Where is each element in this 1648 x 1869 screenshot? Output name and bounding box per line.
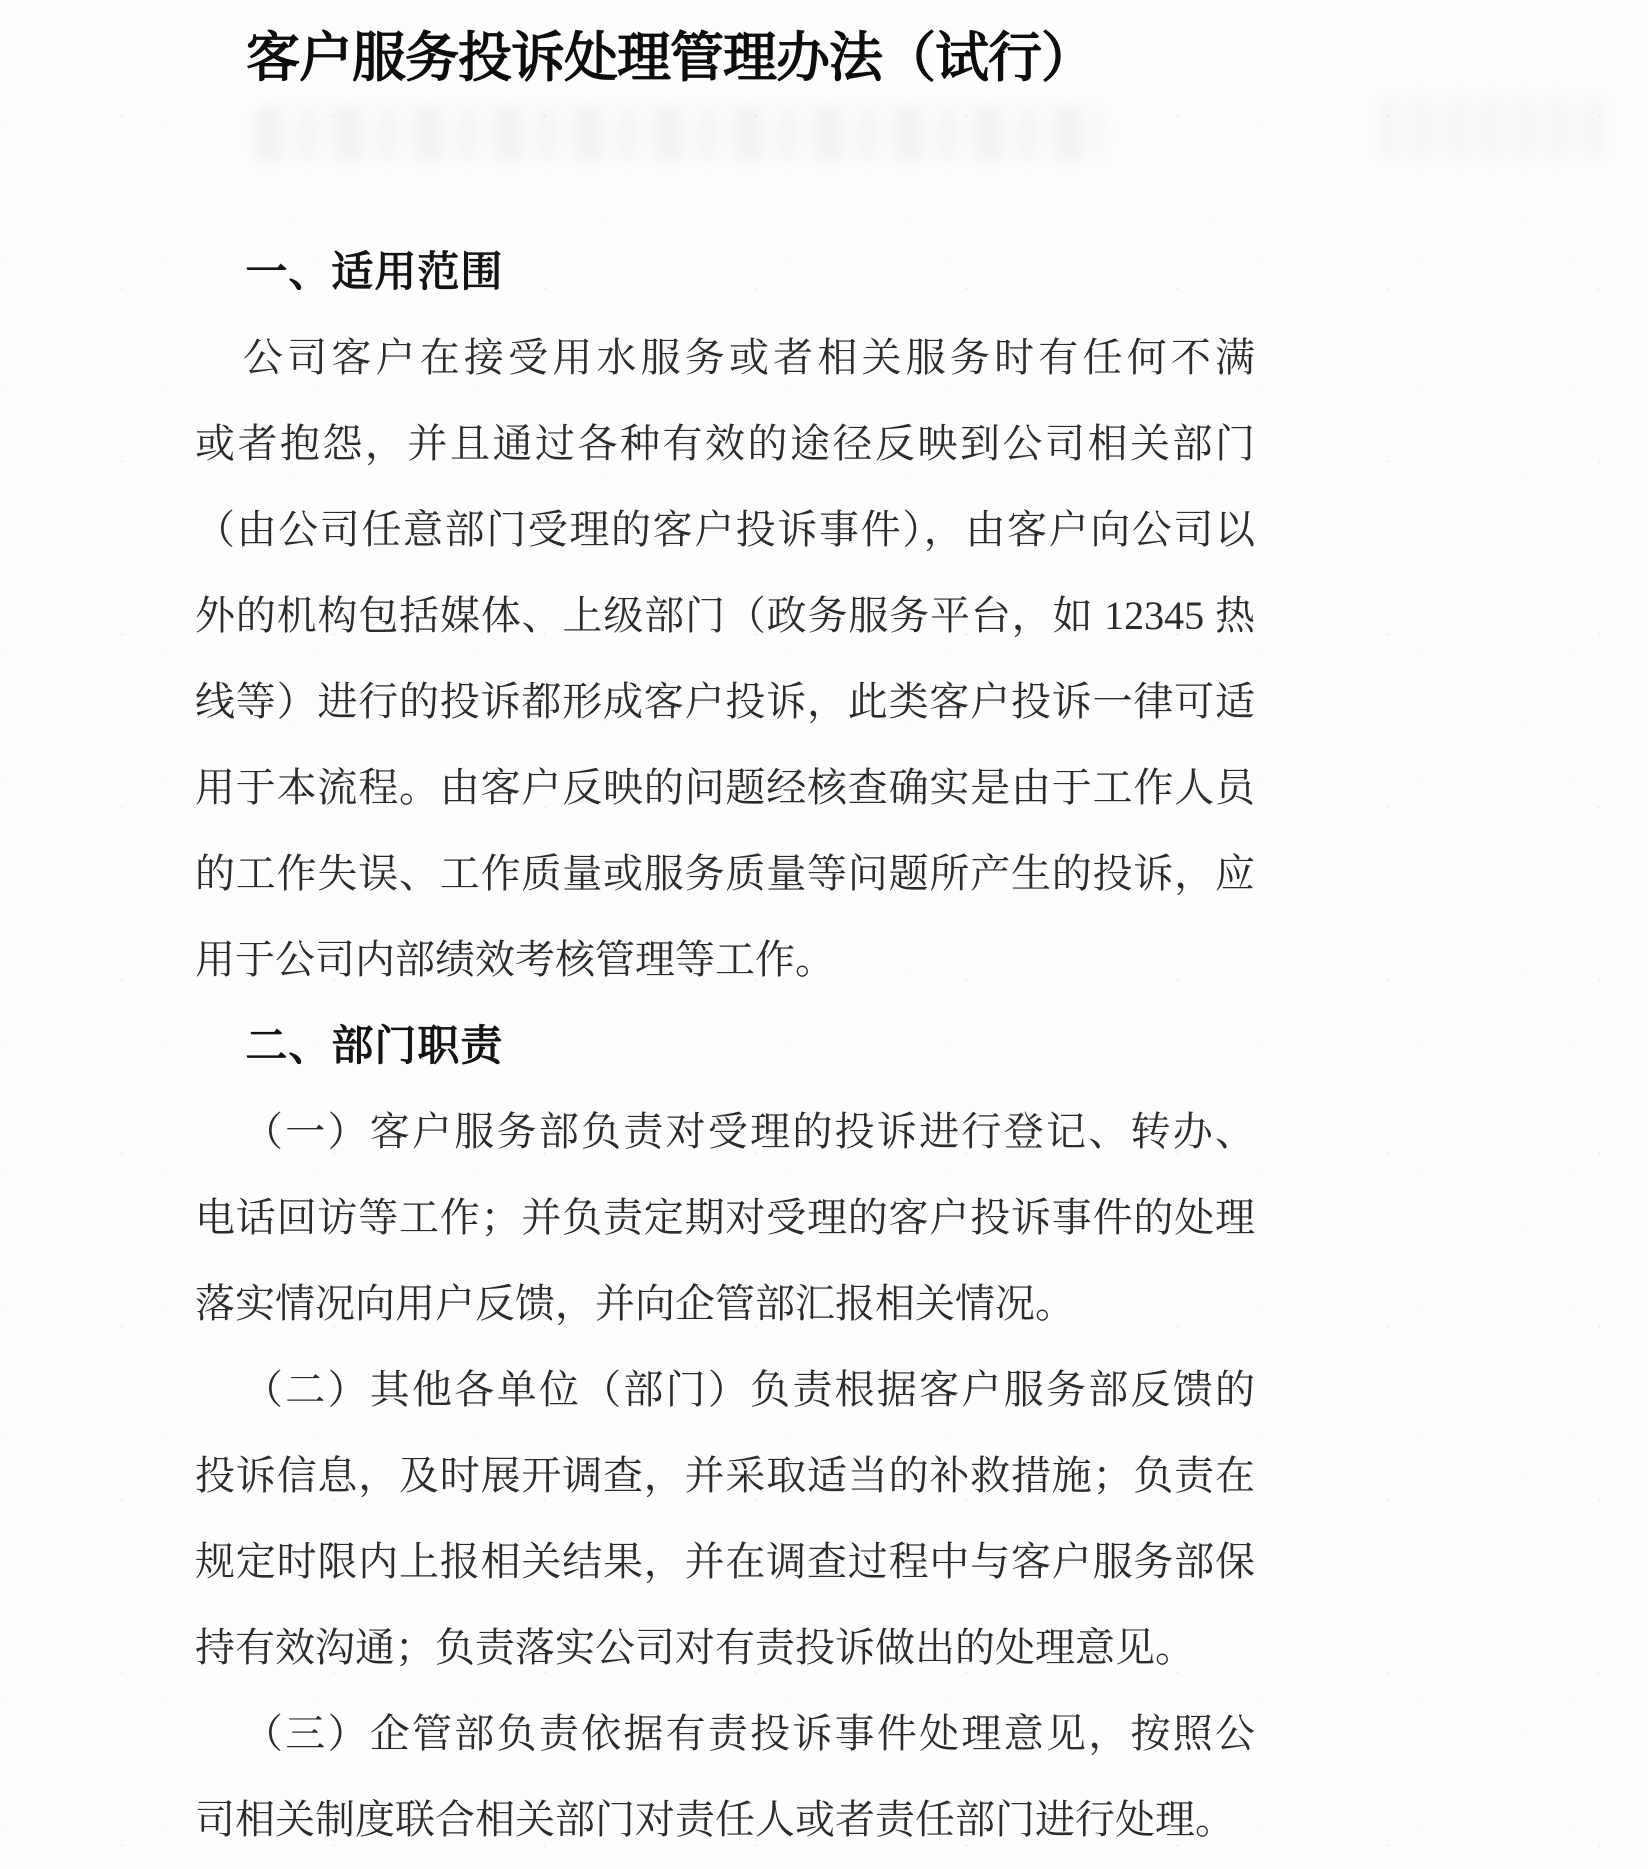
- section-heading: 一、适用范围: [245, 248, 504, 295]
- text-line: 用于本流程。由客户反映的问题经核查确实是由于工作人员: [195, 765, 1255, 810]
- text-line: 规定时限内上报相关结果，并在调查过程中与客户服务部保: [195, 1539, 1255, 1584]
- text-line: （二）其他各单位（部门）负责根据客户服务部反馈的: [243, 1367, 1255, 1412]
- section-heading: 二、部门职责: [245, 1022, 504, 1069]
- text-line: 外的机构包括媒体、上级部门（政务服务平台，如 12345 热: [195, 593, 1255, 638]
- text-line: 线等）进行的投诉都形成客户投诉，此类客户投诉一律可适: [195, 679, 1255, 724]
- text-line: （三）企管部负责依据有责投诉事件处理意见，按照公: [243, 1711, 1255, 1756]
- document-section: [195, 229, 1255, 1003]
- paragraph: [195, 315, 1255, 1003]
- text-line: 落实情况向用户反馈，并向企管部汇报相关情况。: [195, 1281, 1075, 1326]
- document-body: [195, 229, 1255, 1863]
- text-line: （一）客户服务部负责对受理的投诉进行登记、转办、: [243, 1109, 1255, 1154]
- text-line: （由公司任意部门受理的客户投诉事件），由客户向公司以: [195, 507, 1255, 552]
- text-line: 的工作失误、工作质量或服务质量等问题所产生的投诉，应: [195, 851, 1255, 896]
- text-line: 用于公司内部绩效考核管理等工作。: [195, 937, 835, 982]
- paragraph: [195, 1089, 1255, 1347]
- scan-bleed-through: [255, 106, 1105, 162]
- text-line: 或者抱怨，并且通过各种有效的途径反映到公司相关部门: [195, 421, 1255, 466]
- paragraph: [195, 1347, 1255, 1691]
- scan-bleed-through-right: [1380, 96, 1610, 160]
- text-line: 持有效沟通；负责落实公司对有责投诉做出的处理意见。: [195, 1625, 1195, 1670]
- text-line: 司相关制度联合相关部门对责任人或者责任部门进行处理。: [195, 1797, 1235, 1842]
- document-title: 客户服务投诉处理管理办法（试行）: [246, 28, 1094, 88]
- text-line: 公司客户在接受用水服务或者相关服务时有任何不满: [243, 335, 1255, 380]
- text-line: 投诉信息，及时展开调查，并采取适当的补救措施；负责在: [195, 1453, 1255, 1498]
- text-line: 电话回访等工作；并负责定期对受理的客户投诉事件的处理: [195, 1195, 1255, 1240]
- paragraph: [195, 1691, 1255, 1863]
- document-section: [195, 1003, 1255, 1863]
